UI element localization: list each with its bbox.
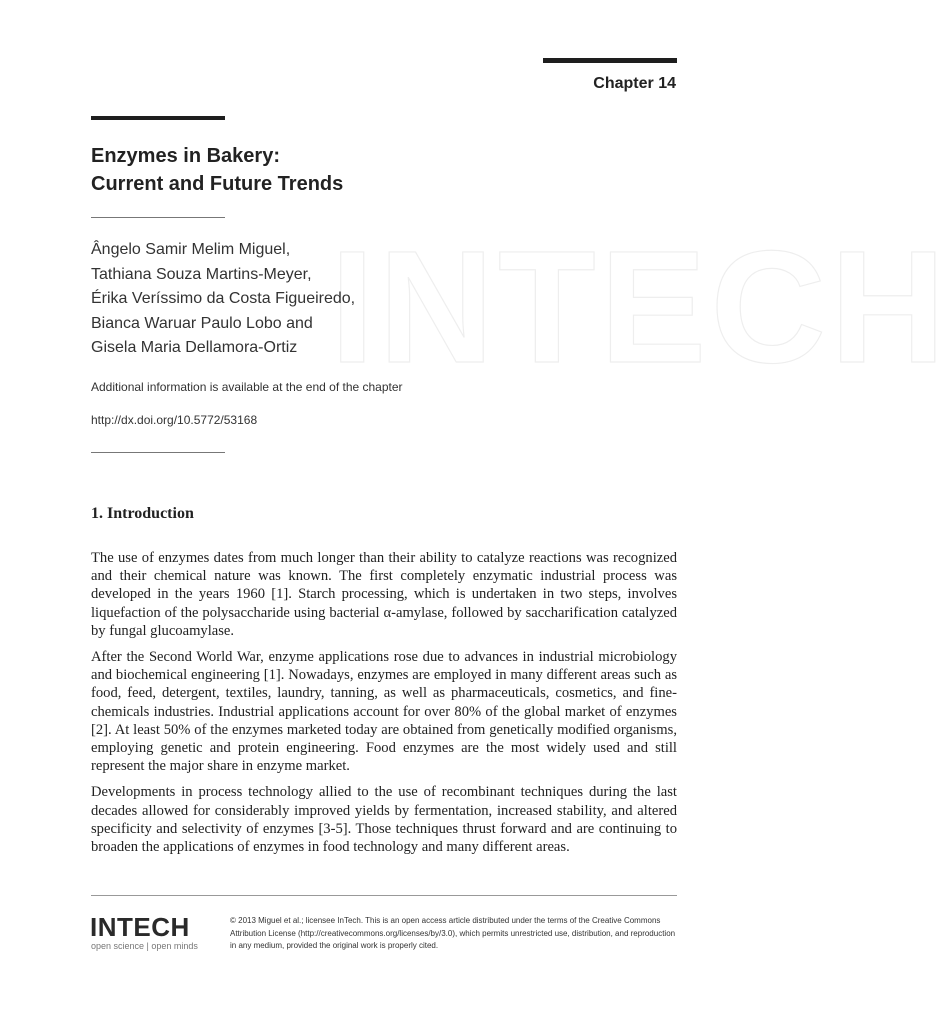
footer-divider [91, 895, 677, 896]
chapter-title [91, 142, 343, 198]
paragraph: The use of enzymes dates from much longer than their ability to catalyze reactions was recognized and their chemical nature was known. The first completely enzymatic industrial process was developed in the years 1960 [1]. Starch processing, which is undertaken in two steps, involves liquefaction of the polysaccharide using bacterial α-amylase, followed by saccharification catalyzed by fungal glucoamylase. [91, 550, 677, 639]
intech-logo: INTECH [90, 912, 190, 942]
author: Érika Veríssimo da Costa Figueiredo, [91, 290, 356, 307]
title-line-1: Enzymes in Bakery: [91, 145, 280, 167]
logo-tagline: open science | open minds [91, 941, 198, 951]
author: Bianca Waruar Paulo Lobo and [91, 314, 313, 332]
author: Tathiana Souza Martins-Meyer, [91, 265, 312, 283]
section-heading: 1. Introduction [91, 505, 194, 522]
doi-divider [91, 452, 225, 453]
chapter-label: Chapter 14 [593, 75, 676, 92]
title-line-2: Current and Future Trends [91, 173, 344, 195]
doi-link[interactable]: http://dx.doi.org/10.5772/53168 [91, 413, 258, 427]
license-notice: © 2013 Miguel et al.; licensee InTech. This is an open access article distributed under the terms of the Creative Commons Attribution License (http://creativecommons.org/licenses/by/3.0), which permits unrestricted use, distribution, and reproduction in any medium, provided the original work is properly cited. [230, 916, 676, 950]
title-divider [91, 217, 225, 218]
paragraph: After the Second World War, enzyme applications rose due to advances in industrial microbiology and biochemical engineering [1]. Nowadays, enzymes are employed in many different areas such as food, feed, detergent, textiles, laundry, tanning, as well as pharmaceuticals, cosmetics, and fine-chemicals industries. Industrial applications account for over 80% of the global market of enzymes [2]. At least 50% of the enzymes marketed today are obtained from genetically modified organisms, employing genetic and protein engineering. Food enzymes are the most widely used and still represent the major share in enzyme market. [91, 649, 677, 775]
body-text [91, 549, 677, 864]
author: Gisela Maria Dellamora-Ortiz [91, 339, 298, 356]
additional-info: Additional information is available at the end of the chapter [91, 380, 403, 394]
paragraph: Developments in process technology allied to the use of recombinant techniques during the last decades allowed for considerably improved yields by fermentation, increased stability, and altered specificity and selectivity of enzymes [3-5]. Those techniques thrust forward and are continuing to broaden the applications of enzymes in food technology and many different areas. [91, 784, 677, 856]
author-list [91, 238, 355, 361]
intech-watermark: INTECH [330, 217, 950, 396]
title-bar [91, 116, 225, 120]
author: Ângelo Samir Melim Miguel, [91, 241, 291, 258]
chapter-bar [543, 58, 677, 63]
